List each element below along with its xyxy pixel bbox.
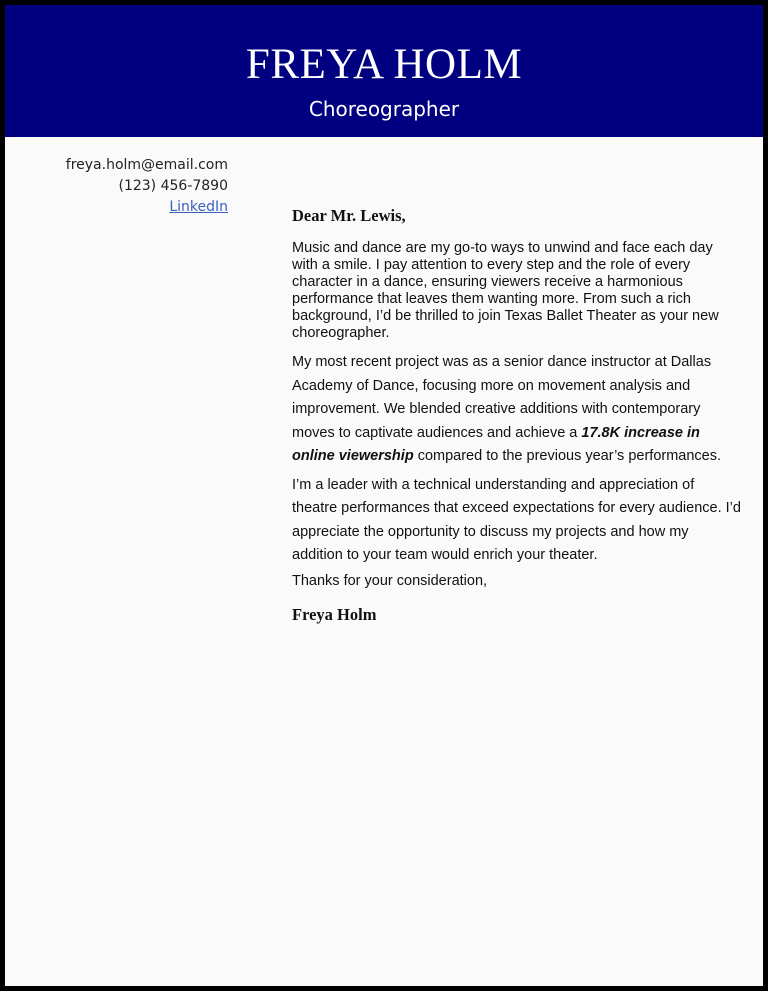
salutation: Dear Mr. Lewis, <box>292 206 406 225</box>
signature-name: Freya Holm <box>292 604 377 624</box>
achievement-highlight: 17.8K increase in online viewership <box>292 424 700 464</box>
paragraph-experience-text-end: compared to the previous year’s performances. <box>413 448 722 464</box>
job-title: Choreographer <box>308 97 460 121</box>
header-banner <box>5 5 763 137</box>
applicant-name: FREYA HOLM <box>245 41 523 88</box>
resume-page <box>5 5 763 986</box>
paragraph-leadership: I’m a leader with a technical understanding and appreciation of theatre performances that exceed expectations for every audience. I’d appreciate the opportunity to discuss my projects and how my addition to your team would enrich your theater. <box>292 476 741 563</box>
linkedin-link[interactable]: LinkedIn <box>169 199 228 215</box>
contact-info <box>35 155 228 218</box>
closing-line: Thanks for your consideration, <box>292 572 488 589</box>
phone-number: (123) 456-7890 <box>118 178 228 194</box>
paragraph-intro: Music and dance are my go-to ways to unwind and face each day with a smile. I pay attention to every step and the role of every character in a dance, ensuring viewers receive a harmonious performance that leaves them wanting more. From such a rich background, I’d be thrilled to join Texas Ballet Theater as your new choreographer. <box>292 240 719 341</box>
email-address: freya.holm@email.com <box>65 157 228 173</box>
cover-letter-body <box>292 205 742 626</box>
paragraph-experience-text: My most recent project was as a senior dance instructor at Dallas Academy of Dance, focusing more on movement analysis and improvement. We blended creative additions with contemporary moves to captivate audiences and achieve a <box>292 354 712 441</box>
paragraph-experience <box>292 351 742 469</box>
